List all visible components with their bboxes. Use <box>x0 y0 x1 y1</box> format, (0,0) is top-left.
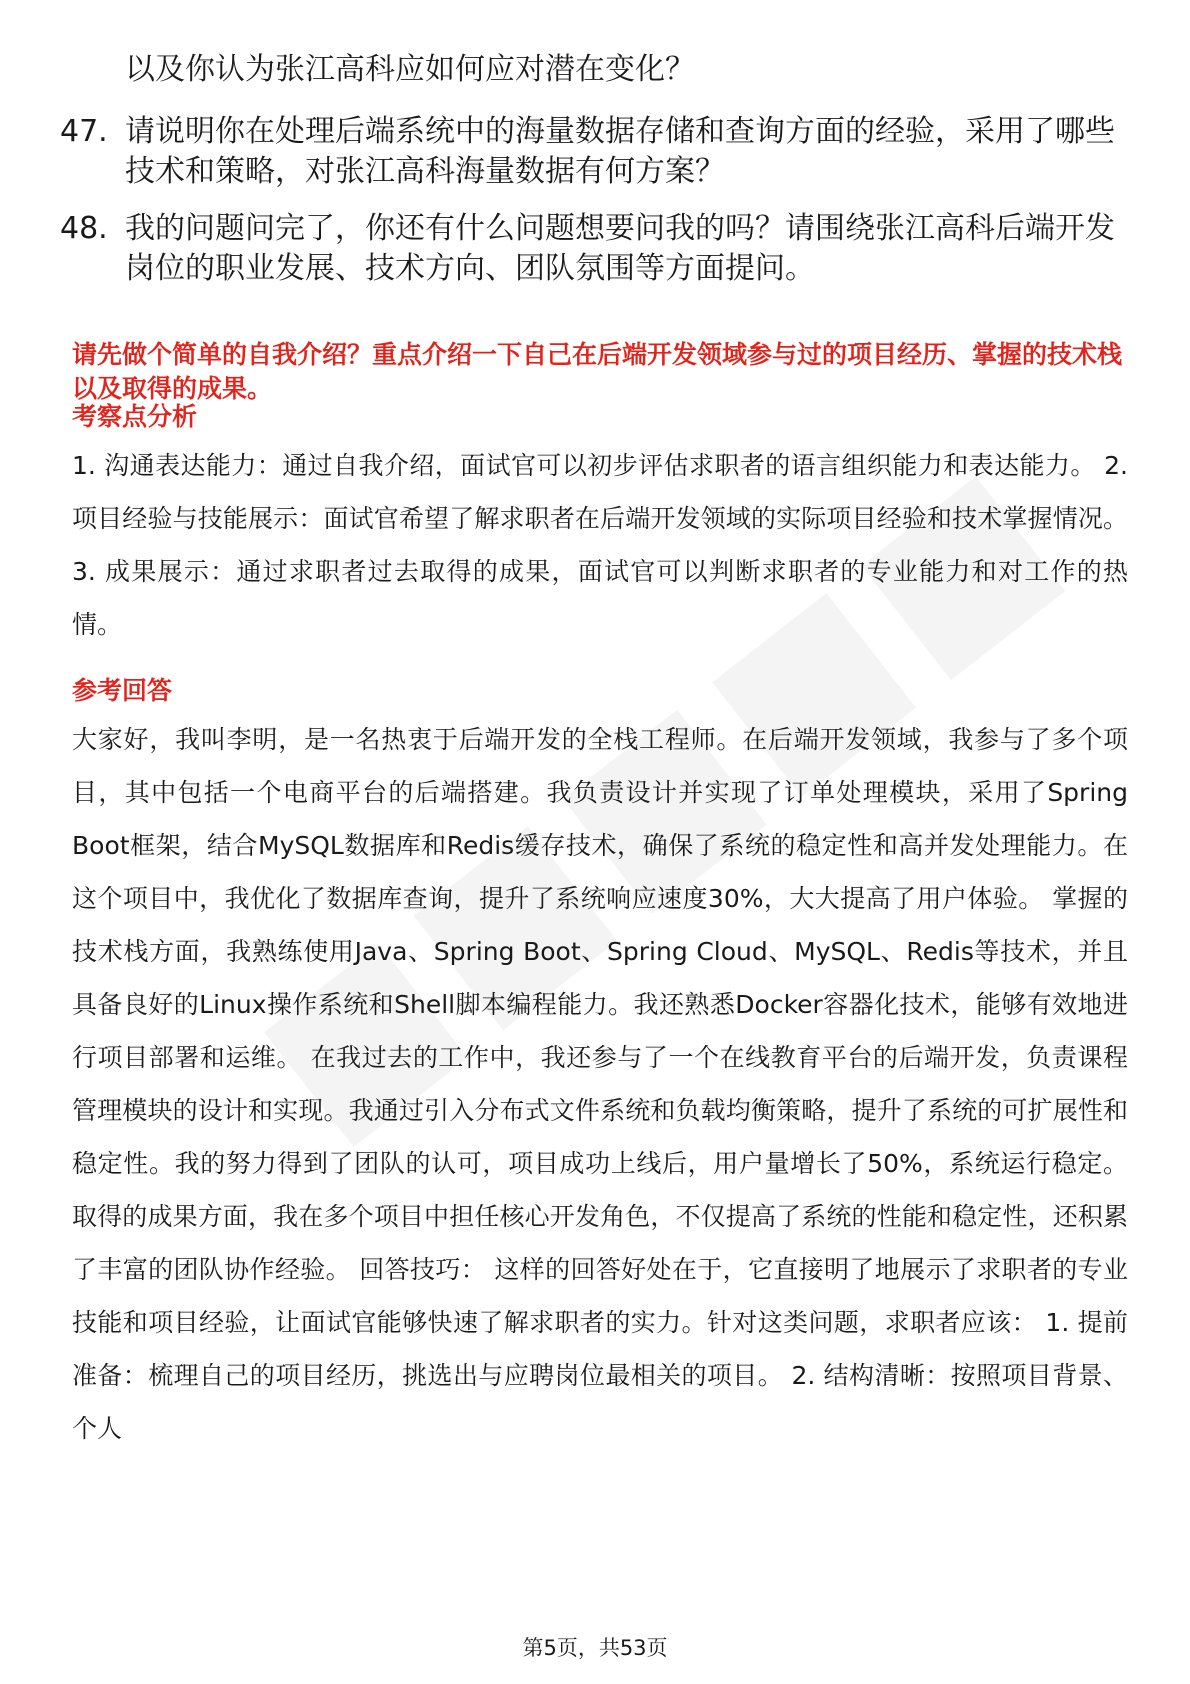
answer-body: 大家好，我叫李明，是一名热衷于后端开发的全栈工程师。在后端开发领域，我参与了多个项目，其中包括一个电商平台的后端搭建。我负责设计并实现了订单处理模块，采用了Spring Boot框架，结合MySQL数据库和Redis缓存技术，确保了系统的稳定性和高并发处理能力。在这个项目中，我优化了数据库查询，提升了系统响应速度30%，大大提高了用户体验。 掌握的技术栈方面，我熟练使用Java、Spring Boot、Spring Cloud、MySQL、Redis等技术，并且具备良好的Linux操作系统和Shell脚本编程能力。我还熟悉Docker容器化技术，能够有效地进行项目部署和运维。 在我过去的工作中，我还参与了一个在线教育平台的后端开发，负责课程管理模块的设计和实现。我通过引入分布式文件系统和负载均衡策略，提升了系统的可扩展性和稳定性。我的努力得到了团队的认可，项目成功上线后，用户量增长了50%，系统运行稳定。 取得的成果方面，我在多个项目中担任核心开发角色，不仅提高了系统的性能和稳定性，还积累了丰富的团队协作经验。 回答技巧： 这样的回答好处在于，它直接明了地展示了求职者的专业技能和项目经验，让面试官能够快速了解求职者的实力。针对这类问题，求职者应该： 1. 提前准备：梳理自己的项目经历，挑选出与应聘岗位最相关的项目。 2. 结构清晰：按照项目背景、个人 <box>72 725 1128 1443</box>
analysis-title: 考察点分析 <box>72 402 198 431</box>
question-item-48 <box>60 209 1140 289</box>
question-item-47 <box>60 112 1140 192</box>
question-number: 48. <box>60 211 108 246</box>
question-heading: 请先做个简单的自我介绍？重点介绍一下自己在后端开发领域参与过的项目经历、掌握的技术栈以及取得的成果。 <box>72 340 1123 403</box>
question-text: 我的问题问完了，你还有什么问题想要问我的吗？请围绕张江高科后端开发岗位的职业发展、技术方向、团队氛围等方面提问。 <box>125 211 1115 286</box>
page-number: 第5页，共53页 <box>522 1636 668 1660</box>
answer-title: 参考回答 <box>72 676 173 705</box>
question-text: 请说明你在处理后端系统中的海量数据存储和查询方面的经验，采用了哪些技术和策略，对张江高科海量数据有何方案？ <box>125 114 1115 189</box>
question-number: 47. <box>60 114 108 149</box>
question-list <box>60 112 1140 306</box>
question-continuation: 以及你认为张江高科应如何应对潜在变化？ <box>125 52 695 87</box>
analysis-body: 1. 沟通表达能力：通过自我介绍，面试官可以初步评估求职者的语言组织能力和表达能力。 2. 项目经验与技能展示：面试官希望了解求职者在后端开发领域的实际项目经验和技术掌握情况。 3. 成果展示：通过求职者过去取得的成果，面试官可以判断求职者的专业能力和对工作的热情。 <box>72 451 1128 639</box>
